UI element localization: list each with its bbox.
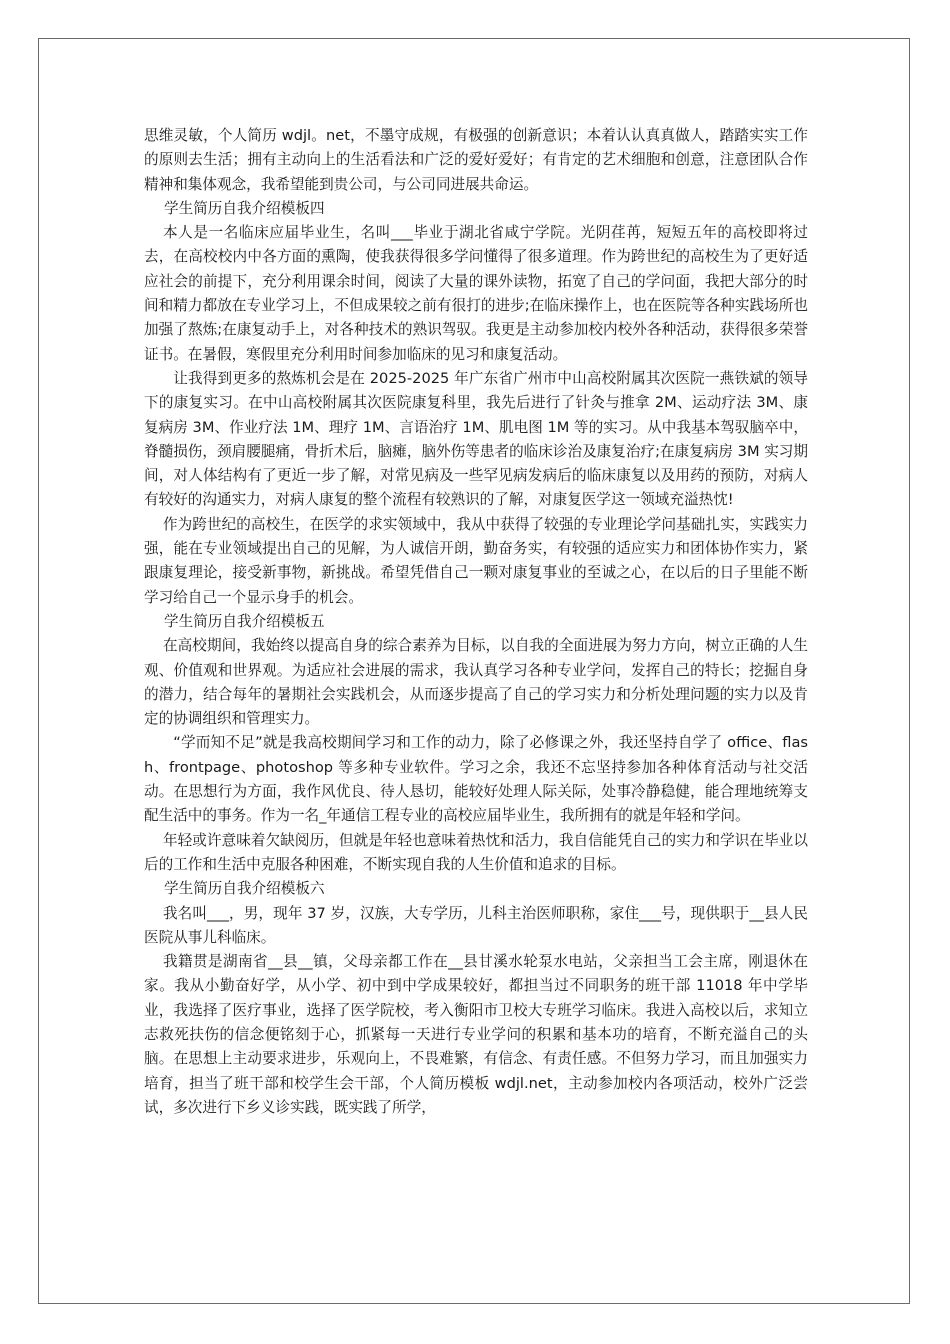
paragraph: 让我得到更多的熬炼机会是在 2025-2025 年广东省广州市中山高校附属其次医院一燕铁斌的领导下的康复实习。在中山高校附属其次医院康复科里，我先后进行了针灸与推拿 2M、运动疗法 3M、康复病房 3M、作业疗法 1M、理疗 1M、言语治疗 1M、肌电图 1M 等的实习。从中我基本驾驭脑卒中，脊髓损伤，颈肩腰腿痛，骨折术后，脑瘫，脑外伤等患者的临床诊治及康复治疗;在康复病房 3M 实习期间，对人体结构有了更近一步了解，对常见病及一些罕见病发病后的临床康复以及用药的预防，对病人有较好的沟通实力，对病人康复的整个流程有较熟识的了解，对康复医学这一领域充溢热忱!: [144, 369, 808, 509]
document-body: [144, 124, 808, 1120]
paragraph: 我籍贯是湖南省__县__镇，父母亲都工作在__县甘溪水轮泵水电站，父亲担当工会主席，刚退休在家。我从小勤奋好学，从小学、初中到中学成果较好，都担当过不同职务的班干部 11018 年中学毕业，我选择了医疗事业，选择了医学院校，考入衡阳市卫校大专班学习临床。我进入高校以后，求知立志救死扶伤的信念便铭刻于心，抓紧每一天进行专业学问的积累和基本功的培育，不断充溢自己的头脑。在思想上主动要求进步，乐观向上，不畏难繁，有信念、有责任感。不但努力学习，而且加强实力培育，担当了班干部和校学生会干部，个人简历模板 wdjl.net，主动参加校内各项活动，校外广泛尝试，多次进行下乡义诊实践，既实践了所学，: [144, 953, 808, 1116]
paragraph: 年轻或许意味着欠缺阅历，但就是年轻也意味着热忱和活力，我自信能凭自己的实力和学识在毕业以后的工作和生活中克服各种困难，不断实现自我的人生价值和追求的目标。: [144, 831, 808, 873]
section-heading-template-5: 学生简历自我介绍模板五: [164, 612, 325, 630]
paragraph: “学而知不足”就是我高校期间学习和工作的动力，除了必修课之外，我还坚持自学了 office、flash、frontpage、photoshop 等多种专业软件。学习之余，我还不忘坚持参加各种体育活动与社交活动。在思想行为方面，我作风优良、待人恳切，能较好处理人际关际，处事冷静稳健，能合理地统筹支配生活中的事务。作为一名_年通信工程专业的高校应届毕业生，我所拥有的就是年轻和学问。: [144, 734, 808, 825]
paragraph: 我名叫___，男，现年 37 岁，汉族，大专学历，儿科主治医师职称，家住___号，现供职于__县人民医院从事儿科临床。: [144, 904, 808, 946]
paragraph: 本人是一名临床应届毕业生，名叫___毕业于湖北省咸宁学院。光阴荏苒，短短五年的高校即将过去，在高校校内中各方面的熏陶，使我获得很多学问懂得了很多道理。作为跨世纪的高校生为了更好适应社会的前提下，充分利用课余时间，阅读了大量的课外读物，拓宽了自己的学问面，我把大部分的时间和精力都放在专业学习上，不但成果较之前有很打的进步;在临床操作上，也在医院等各种实践场所也加强了熬炼;在康复动手上，对各种技术的熟识驾驭。我更是主动参加校内校外各种活动，获得很多荣誉证书。在暑假，寒假里充分利用时间参加临床的见习和康复活动。: [144, 224, 808, 363]
section-heading-template-4: 学生简历自我介绍模板四: [164, 199, 325, 217]
paragraph: 作为跨世纪的高校生，在医学的求实领域中，我从中获得了较强的专业理论学问基础扎实，实践实力强，能在专业领域提出自己的见解，为人诚信开朗，勤奋务实，有较强的适应实力和团体协作实力，紧跟康复理论，接受新事物，新挑战。希望凭借自己一颗对康复事业的至诚之心，在以后的日子里能不断学习给自己一个显示身手的机会。: [144, 515, 808, 606]
paragraph-intro-continued: 思维灵敏，个人简历 wdjl。net，不墨守成规，有极强的创新意识；本着认认真真做人，踏踏实实工作的原则去生活；拥有主动向上的生活看法和广泛的爱好爱好；有肯定的艺术细胞和创意，注意团队合作精神和集体观念，我希望能到贵公司，与公司同进展共命运。: [144, 127, 808, 193]
paragraph: 在高校期间，我始终以提高自身的综合素养为目标，以自我的全面进展为努力方向，树立正确的人生观、价值观和世界观。为适应社会进展的需求，我认真学习各种专业学问，发挥自己的特长；挖掘自身的潜力，结合每年的暑期社会实践机会，从而逐步提高了自己的学习实力和分析处理问题的实力以及肯定的协调组织和管理实力。: [144, 637, 808, 728]
section-heading-template-6: 学生简历自我介绍模板六: [164, 880, 325, 898]
